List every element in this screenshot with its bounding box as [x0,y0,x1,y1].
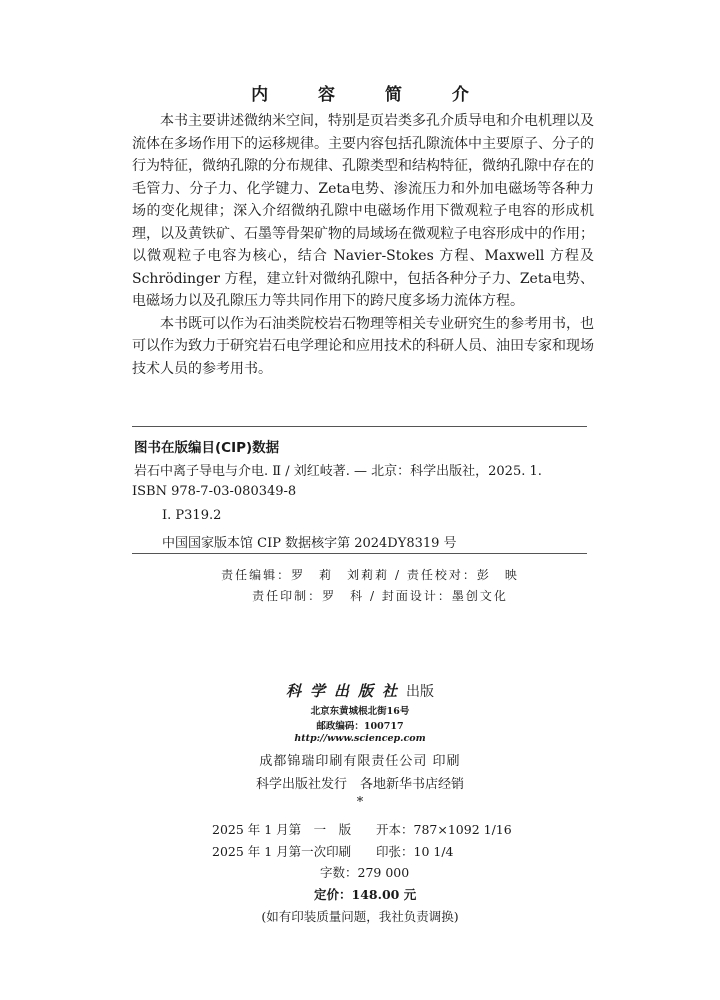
production-credit: 责任印制：罗 科 / 封面设计：墨创文化 [252,589,508,603]
publisher-line [0,680,720,701]
summary-paragraph-1: 本书主要讲述微纳米空间，特别是页岩类多孔介质导电和介电机理以及流体在多场作用下的运移规律。主要内容包括孔隙流体中主要原子、分子的行为特征，微纳孔隙的分布规律、孔隙类型和结构特征，微纳孔隙中存在的毛管力、分子力、化学键力、Zeta电势、渗流压力和外加电磁场等各种力场的变化规律；深入介绍微纳孔隙中电磁场作用下微观粒子电容的形成机理，以及黄铁矿、石墨等骨架矿物的局域场在微观粒子电容形成中的作用；以微观粒子电容为核心，结合 Navier-Stokes 方程、Maxwell 方程及 Schrödinger 方程，建立针对微纳孔隙中，包括各种分子力、Zeta电势、电磁场力以及孔隙压力等共同作用下的跨尺度多场力流体方程。 [132,113,594,309]
publisher-suffix: 出版 [406,684,434,700]
cip-title-line: 岩石中离子导电与介电. Ⅱ / 刘红岐著. — 北京：科学出版社，2025. 1. [134,464,542,479]
publisher-website: http://www.sciencep.com [294,733,426,744]
print-date: 2025 年 1 月第一次印刷 [212,844,352,859]
content-summary [132,110,594,380]
separator-star: * [356,795,364,810]
word-count: 字数：279 000 [320,865,410,880]
publisher-logo: 科学出版社 [285,682,406,700]
format-spec: 开本：787×1092 1/16 [376,822,512,837]
edition-date: 2025 年 1 月第 一 版 [212,822,352,837]
cip-bottom-divider [132,553,587,554]
distribution-line: 科学出版社发行 各地新华书店经销 [255,777,464,792]
price: 定价：148.00 元 [314,887,417,902]
quality-notice: (如有印装质量问题，我社负责调换) [261,909,459,924]
cip-isbn: ISBN 978-7-03-080349-8 [132,484,297,499]
publisher-address: 北京东黄城根北街16号 [310,706,410,717]
cip-data-number: 中国国家版本馆 CIP 数据核字第 2024DY8319 号 [162,536,457,551]
summary-paragraph-2: 本书既可以作为石油类院校岩石物理等相关专业研究生的参考用书，也可以作为致力于研究岩石电学理论和应用技术的科研人员、油田专家和现场技术人员的参考用书。 [132,315,594,377]
cip-classification: Ⅰ. P319.2 [162,508,222,523]
sheets-spec: 印张：10 1/4 [376,844,454,859]
printer-line: 成都锦瑞印刷有限责任公司 印刷 [259,754,461,769]
editors-credit: 责任编辑：罗 莉 刘莉莉 / 责任校对：彭 映 [221,568,519,582]
publisher-postcode: 邮政编码：100717 [316,721,404,732]
cip-heading: 图书在版编目(CIP)数据 [134,440,280,456]
page-title: 内 容 简 介 [251,85,491,105]
cip-top-divider [132,426,587,427]
